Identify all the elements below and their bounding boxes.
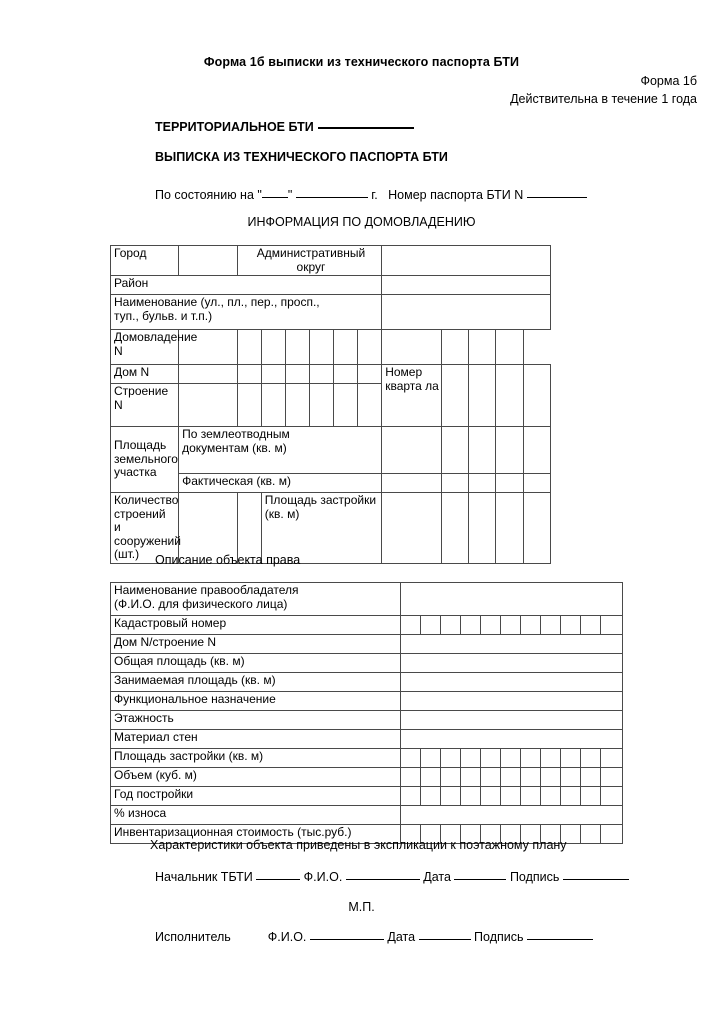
dom-n-cell[interactable] [309,365,333,384]
extract-heading: ВЫПИСКА ИЗ ТЕХНИЧЕСКОГО ПАСПОРТА БТИ [155,150,448,164]
stamp-place: М.П. [348,900,375,914]
row-label-line1: Наименование правообладателя [114,583,299,597]
nomer-kvartala-cell[interactable] [441,365,468,427]
stroenie-n-cell[interactable] [179,384,238,427]
row-grid-cell[interactable] [401,616,421,635]
row-grid-cell[interactable] [581,749,601,768]
passport-number-blank[interactable] [527,197,587,198]
table-row [111,330,551,365]
chief-signature-line [155,870,629,884]
table-row [111,427,551,474]
fakticheskaya-label: Фактическая (кв. м) [179,474,382,493]
row-label: Площадь застройки (кв. м) [111,749,401,768]
ploshad-zastroyki-line2: (кв. м) [264,506,300,521]
day-blank[interactable] [262,197,288,198]
po-zemleotvodnym-cell[interactable] [382,427,442,474]
stroenie-n-cell[interactable] [309,384,333,427]
executor-signature-blank[interactable] [527,939,593,940]
row-grid-cell[interactable] [601,768,623,787]
row-grid-cell[interactable] [441,768,461,787]
stroenie-n-label: Строение N [111,384,179,427]
stroenie-n-cell[interactable] [237,384,261,427]
row-grid-cell[interactable] [541,749,561,768]
ploshad-zastroyki-cell[interactable] [523,493,550,564]
ploshad-zem-line3: участка [114,465,157,480]
month-blank[interactable] [296,197,368,198]
chief-date-blank[interactable] [454,879,506,880]
row-grid-cell[interactable] [501,768,521,787]
row-grid-cell[interactable] [461,787,481,806]
fakticheskaya-cell[interactable] [523,474,550,493]
rayon-label: Район [111,276,382,295]
naimenovanie-line1: Наименование (ул., пл., пер., просп., [114,295,320,309]
row-value[interactable] [401,673,623,692]
dom-n-cell[interactable] [358,365,382,384]
dom-n-cell[interactable] [237,365,261,384]
domovladenie-cell[interactable] [261,330,285,365]
row-grid-cell[interactable] [561,616,581,635]
naimenovanie-label [111,295,382,330]
ploshad-zastroyki-cell[interactable] [441,493,468,564]
stroenie-n-cell[interactable] [285,384,309,427]
row-grid-cell[interactable] [421,616,441,635]
table-row [111,749,623,768]
info-heading: ИНФОРМАЦИЯ ПО ДОМОВЛАДЕНИЮ [247,215,476,229]
row-grid-cell[interactable] [581,787,601,806]
ploshad-zem-line1: Площадь [114,438,167,453]
domovladenie-cell[interactable] [382,330,442,365]
row-grid-cell[interactable] [561,768,581,787]
row-grid-cell[interactable] [601,616,623,635]
row-label: Инвентаризационная стоимость (тыс.руб.) [111,825,401,844]
domovladenie-table [110,245,551,564]
gorod-label: Город [111,246,179,276]
domovladenie-cell[interactable] [496,330,523,365]
row-label: Этажность [111,711,401,730]
table-row [111,673,623,692]
po-zemleotvodnym-cell[interactable] [496,427,523,474]
row-grid-cell[interactable] [461,749,481,768]
row-label: Объем (куб. м) [111,768,401,787]
row-grid-cell[interactable] [481,768,501,787]
domovladenie-cell[interactable] [441,330,468,365]
dom-n-cell[interactable] [285,365,309,384]
row-grid-cell[interactable] [421,787,441,806]
po-zemleotvodnym-line1: По землеотводным [182,427,290,441]
chief-signature-blank[interactable] [563,879,629,880]
fio-label-2: Ф.И.О. [267,930,307,944]
admin-okrug-label: Административный округ [237,246,381,276]
ploshad-zemelnogo-label [111,427,179,493]
row-grid-cell[interactable] [441,787,461,806]
row-label: Дом N/строение N [111,635,401,654]
row-grid-cell[interactable] [481,787,501,806]
row-value[interactable] [401,692,623,711]
row-grid-cell[interactable] [561,749,581,768]
row-grid-cell[interactable] [561,787,581,806]
chief-blank[interactable] [256,879,300,880]
row-grid-cell[interactable] [541,616,561,635]
row-grid-cell[interactable] [501,616,521,635]
ploshad-zastroyki-cell[interactable] [496,493,523,564]
kolichestvo-line3: и сооружений [114,520,181,548]
po-zemleotvodnym-cell[interactable] [469,427,496,474]
kolichestvo-line4: (шт.) [114,547,140,561]
table-row [111,635,623,654]
characteristics-note: Характеристики объекта приведены в экспликации к поэтажному плану [150,838,567,852]
state-prefix: По состоянию на " [155,188,262,202]
table-row [111,583,623,616]
stroenie-n-cell[interactable] [358,384,382,427]
object-description-table [110,582,623,844]
row-label: Материал стен [111,730,401,749]
domovladenie-cell[interactable] [237,330,261,365]
description-caption: Описание объекта права [155,553,301,567]
row-value[interactable] [401,654,623,673]
table-row [111,768,623,787]
row-grid-cell[interactable] [421,768,441,787]
dom-n-cell[interactable] [179,365,238,384]
domovladenie-line2: N [114,343,123,358]
state-quote: " [287,188,293,202]
row-label: % износа [111,806,401,825]
ploshad-zastroyki-line1: Площадь застройки [264,493,377,507]
fio-label: Ф.И.О. [303,870,343,884]
passport-number-label: Номер паспорта БТИ N [388,188,524,202]
row-grid-cell[interactable] [581,825,601,844]
row-label: Год постройки [111,787,401,806]
row-grid-cell[interactable] [401,749,421,768]
nomer-kvartala-cell[interactable] [496,365,523,427]
table-row [111,365,551,384]
form-validity: Действительна в течение 1 года [510,92,697,106]
domovladenie-line1: Домовладение [114,330,198,344]
executor-date-blank[interactable] [419,939,471,940]
table-row [111,246,551,276]
ploshad-zastroyki-cell[interactable] [469,493,496,564]
domovladenie-cell[interactable] [285,330,309,365]
row-grid-cell[interactable] [521,749,541,768]
table-row [111,692,623,711]
domovladenie-cell[interactable] [309,330,333,365]
signature-label-2: Подпись [474,930,524,944]
po-zemleotvodnym-cell[interactable] [523,427,550,474]
stroenie-n-cell[interactable] [334,384,358,427]
kolichestvo-line2: строений [114,506,166,521]
dom-n-label: Дом N [111,365,179,384]
row-grid-cell[interactable] [401,768,421,787]
fakticheskaya-cell[interactable] [441,474,468,493]
row-grid-cell[interactable] [601,749,623,768]
table-row [111,787,623,806]
naimenovanie-line2: туп., бульв. и т.п.) [114,308,213,323]
domovladenie-cell[interactable] [469,330,496,365]
row-value[interactable] [401,583,623,616]
po-zemleotvodnym-label [179,427,382,474]
row-grid-cell[interactable] [601,825,623,844]
row-value[interactable] [401,635,623,654]
row-grid-cell[interactable] [521,787,541,806]
chief-fio-blank[interactable] [346,879,420,880]
row-grid-cell[interactable] [481,749,501,768]
domovladenie-cell[interactable] [358,330,382,365]
ploshad-zastroyki-cell[interactable] [382,493,442,564]
row-grid-cell[interactable] [541,787,561,806]
row-grid-cell[interactable] [521,616,541,635]
row-grid-cell[interactable] [501,749,521,768]
executor-fio-blank[interactable] [310,939,384,940]
po-zemleotvodnym-cell[interactable] [441,427,468,474]
row-grid-cell[interactable] [441,616,461,635]
table-row [111,654,623,673]
dom-n-cell[interactable] [261,365,285,384]
row-grid-cell[interactable] [601,787,623,806]
table-row [111,295,551,330]
table-row [111,616,623,635]
nomer-kvartala-cell[interactable] [469,365,496,427]
naimenovanie-value[interactable] [382,295,551,330]
row-grid-cell[interactable] [461,768,481,787]
date-label: Дата [423,870,451,884]
territorial-bti-label: ТЕРРИТОРИАЛЬНОЕ БТИ [155,120,314,134]
row-label [111,583,401,616]
table-row [111,806,623,825]
state-date-line [155,188,587,202]
row-label-line2: (Ф.И.О. для физического лица) [114,596,288,611]
ploshad-zem-line2: земельного [114,451,178,466]
row-grid-cell[interactable] [501,787,521,806]
row-grid-cell[interactable] [401,787,421,806]
row-label: Кадастровый номер [111,616,401,635]
stroenie-n-cell[interactable] [261,384,285,427]
rayon-value[interactable] [382,276,551,295]
row-grid-cell[interactable] [521,768,541,787]
row-grid-cell[interactable] [481,616,501,635]
row-grid-cell[interactable] [421,749,441,768]
nomer-kvartala-cell[interactable] [523,365,550,427]
gorod-value[interactable] [179,246,238,276]
row-grid-cell[interactable] [581,768,601,787]
admin-okrug-value[interactable] [382,246,551,276]
chief-label: Начальник ТБТИ [155,870,253,884]
form-number: Форма 1б [640,74,697,88]
signature-label: Подпись [509,870,560,884]
year-suffix: г. [371,188,378,202]
fakticheskaya-cell[interactable] [382,474,442,493]
table-row [111,276,551,295]
fakticheskaya-cell[interactable] [469,474,496,493]
dom-n-cell[interactable] [334,365,358,384]
table-row [111,730,623,749]
domovladenie-cell[interactable] [334,330,358,365]
table-row [111,711,623,730]
row-grid-cell[interactable] [541,768,561,787]
domovladenie-label [111,330,198,365]
row-grid-cell[interactable] [581,616,601,635]
date-label-2: Дата [387,930,416,944]
kolichestvo-line1: Количество [114,493,179,507]
row-value[interactable] [401,711,623,730]
territorial-bti-line [155,120,414,134]
territorial-bti-blank[interactable] [318,127,414,129]
executor-signature-line [155,930,593,944]
row-grid-cell[interactable] [461,616,481,635]
nomer-kvartala-label: Номер кварта ла [382,365,442,427]
row-label: Общая площадь (кв. м) [111,654,401,673]
fakticheskaya-cell[interactable] [496,474,523,493]
row-value[interactable] [401,730,623,749]
row-label: Занимаемая площадь (кв. м) [111,673,401,692]
page-title: Форма 1б выписки из технического паспорта БТИ [203,55,520,69]
executor-label: Исполнитель [155,930,231,944]
row-label: Функциональное назначение [111,692,401,711]
row-grid-cell[interactable] [441,749,461,768]
row-value[interactable] [401,806,623,825]
po-zemleotvodnym-line2: документам (кв. м) [182,440,287,455]
